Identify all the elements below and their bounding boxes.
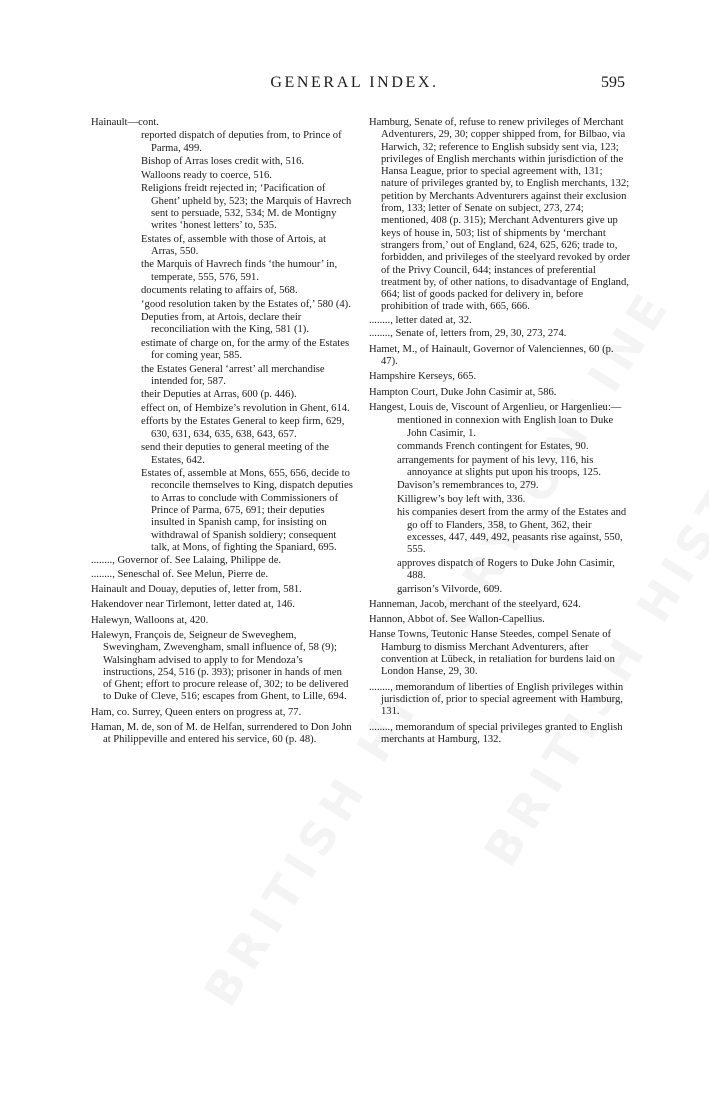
index-entry: Hampton Court, Duke John Casimir at, 586. [369, 386, 557, 398]
index-subentry: efforts by the Estates General to keep firm, 629, 630, 631, 634, 635, 638, 643, 657. [141, 416, 345, 440]
index-subentry: garrison’s Vilvorde, 609. [397, 583, 503, 595]
index-subentry: his companies desert from the army of the Estates and go off to Flanders, 358, to Ghent, 362, their excesses, 447, 449, 492, peasants rise against, 550, 555. [397, 507, 627, 556]
index-entry: Hangest, Louis de, Viscount of Argenlieu, or Hargenlieu:— [369, 401, 622, 413]
index-entry: Hanse Towns, Teutonic Hanse Steedes, compel Senate of Hamburg to dismiss Merchant Adventurers, after convention at Lübeck, in retaliation for burdens laid on London Hanse, 29, 30. [369, 629, 615, 678]
index-subentry: documents relating to affairs of, 568. [141, 285, 298, 297]
index-entry: ........, Governor of. See Lalaing, Philippe de. [91, 555, 282, 567]
index-subentry: Estates of, assemble with those of Artois, at Arras, 550. [141, 233, 327, 257]
index-entry: Ham, co. Surrey, Queen enters on progress at, 77. [91, 706, 302, 718]
index-subentry: ‘good resolution taken by the Estates of,’ 580 (4). [141, 298, 351, 310]
index-subentry: commands French contingent for Estates, 90. [397, 441, 589, 453]
index-entry: ........, memorandum of liberties of English privileges within jurisdiction of, prior to special agreement with Hamburg, 131. [369, 681, 624, 718]
index-subentry: Estates of, assemble at Mons, 655, 656, decide to reconcile themselves to King, dispatch deputies to Arras to conclude with Commissioners of Prince of Parma, 675, 691; their deputies insulted in Spanish camp, for insisting on withdrawal of Spanish soldiery; consequent talk, at Mons, of fighting the Spaniard, 695. [141, 468, 353, 553]
index-entry: Haman, M. de, son of M. de Helfan, surrendered to Don John at Philippeville and entered his service, 60 (p. 48). [91, 722, 352, 746]
page-header [0, 74, 709, 98]
index-entry: ........, Senate of, letters from, 29, 30, 273, 274. [369, 328, 567, 340]
index-subentry: approves dispatch of Rogers to Duke John Casimir, 488. [397, 557, 615, 582]
index-subentry: reported dispatch of deputies from, to Prince of Parma, 499. [141, 130, 342, 154]
index-entry: ........, memorandum of special privileges granted to English merchants at Hamburg, 132. [369, 721, 623, 745]
index-entry: Halewyn, Walloons at, 420. [91, 614, 209, 626]
index-entry: Hanneman, Jacob, merchant of the steelyard, 624. [369, 598, 581, 610]
page-number: 595 [601, 74, 625, 91]
left-column [91, 117, 353, 748]
index-entry: Hakendover near Tirlemont, letter dated at, 146. [91, 599, 295, 611]
index-subentry: Walloons ready to coerce, 516. [141, 169, 272, 181]
running-title: GENERAL INDEX. [270, 74, 439, 91]
index-subentry: Bishop of Arras loses credit with, 516. [141, 156, 305, 168]
index-subentry: their Deputies at Arras, 600 (p. 446). [141, 389, 297, 401]
index-entry: Hainault—cont. [91, 117, 159, 128]
index-entry: Hannon, Abbot of. See Wallon-Capellius. [369, 614, 545, 626]
index-subentry: Davison’s remembrances to, 279. [397, 480, 539, 492]
index-subentry: mentioned in connexion with English loan to Duke John Casimir, 1. [397, 415, 614, 439]
index-subentry: estimate of charge on, for the army of the Estates for coming year, 585. [141, 337, 350, 362]
index-entry: ........, letter dated at, 32. [369, 314, 472, 326]
index-subentry: the Marquis of Havrech finds ‘the humour’ in, temperate, 555, 576, 591. [141, 259, 338, 283]
index-subentry: Religions freidt rejected in; ‘Pacification of Ghent’ upheld by, 523; the Marquis of Havrech sent to persuade, 532, 534; M. de Montigny writes ‘honest letters’ to, 535. [141, 183, 352, 232]
index-subentry: send their deputies to general meeting of the Estates, 642. [141, 442, 329, 466]
index-subentry: effect on, of Hembize’s revolution in Ghent, 614. [141, 402, 350, 414]
index-entry: Hampshire Kerseys, 665. [369, 371, 477, 383]
index-subentry: the Estates General ‘arrest’ all merchandise intended for, 587. [141, 363, 325, 387]
index-entry: Hamburg, Senate of, refuse to renew privileges of Merchant Adventurers, 29, 30; copper shipped from, for Bilbao, via Harwich, 32; reference to English subsidy sent via, 123; privileges of English merchants within jurisdiction of the Hansa League, prior to special agreement with, 131; nature of privileges granted by, to English merchants, 132; petition by Merchants Adventurers against their exclusion from, 133; letter of Senate on subject, 273, 274; mentioned, 408 (p. 315); Merchant Adventurers give up keys of house in, 503; list of shipments by ‘merchant strangers from,’ out of England, 624, 625, 626; trade to, forbidden, and privileges of the steelyard revoked by order of the Privy Council, 644; instances of preferential treatment by, of other nations, to disadvantage of England, 664; list of goods packed for delivery in, before prohibition of trade with, 665, 666. [369, 117, 631, 313]
index-subentry: Killigrew’s boy left with, 336. [397, 493, 526, 505]
index-entry: ........, Seneschal of. See Melun, Pierre de. [91, 568, 269, 580]
index-entry: Halewyn, François de, Seigneur de Sweveghem, Swevingham, Zwevengham, small influence of, 58 (9); Walsingham advised to apply to for Mendoza’s instructions, 254, 516 (p. 393); prisoner in hands of men of Ghent; effort to procure release of, 302; to be delivered to Duke of Cleve, 516; escapes from Ghent, to Lille, 694. [91, 629, 349, 703]
index-entry: Hainault and Douay, deputies of, letter from, 581. [91, 584, 302, 596]
index-entry: Hamet, M., of Hainault, Governor of Valenciennes, 60 (p. 47). [369, 343, 614, 368]
index-subentry: Deputies from, at Artois, declare their reconciliation with the King, 581 (1). [141, 312, 309, 336]
index-subentry: arrangements for payment of his levy, 116, his annoyance at slights put upon his troops, 125. [397, 454, 601, 478]
right-column [369, 117, 631, 747]
